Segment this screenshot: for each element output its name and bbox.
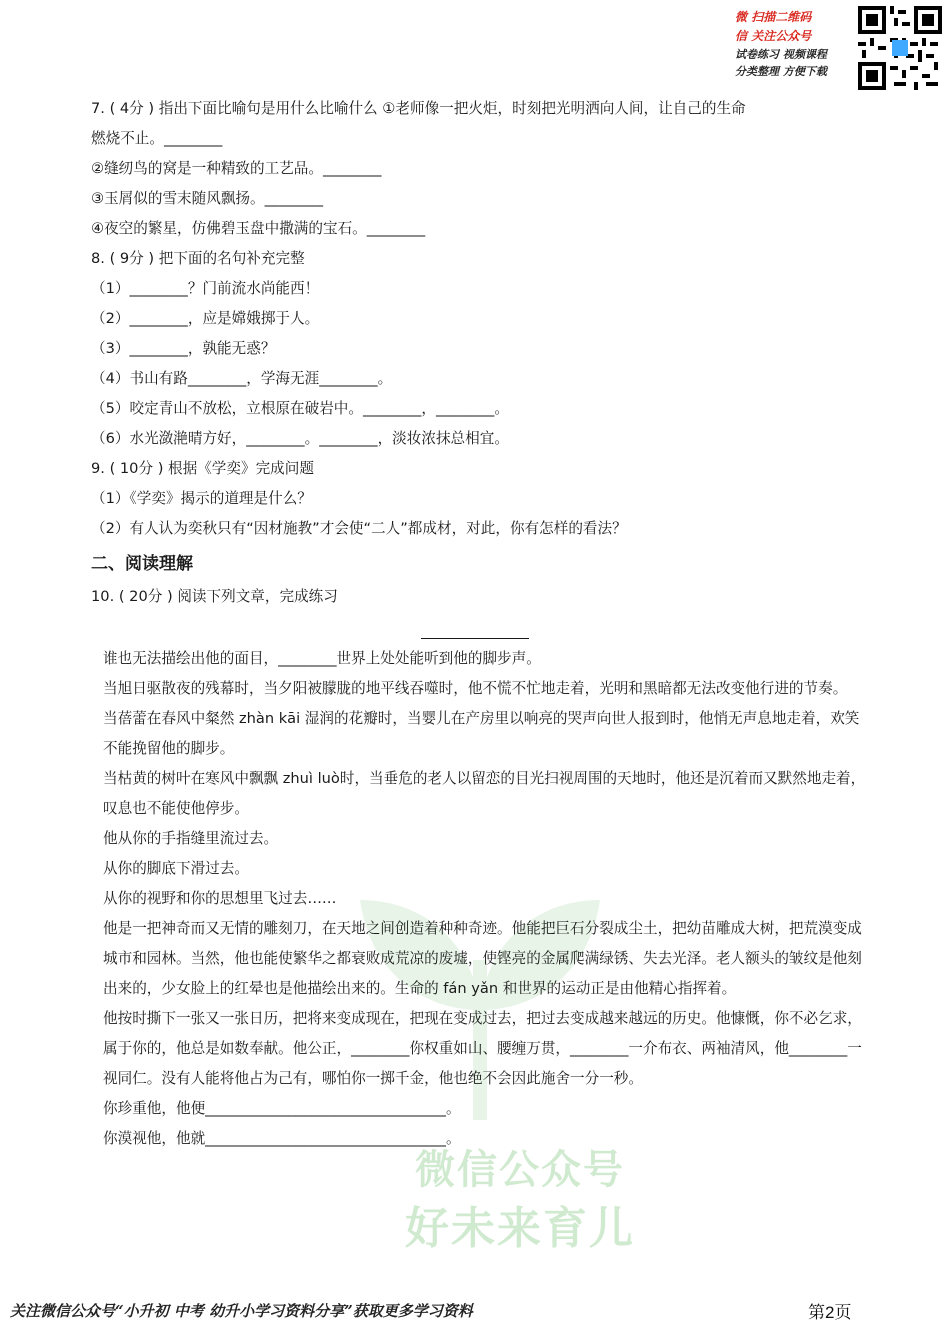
q7-item-3: ③玉屑似的雪末随风飘扬。________ (91, 190, 323, 207)
q7-line-1: 7. ( 4分 ) 指出下面比喻句是用什么比喻什么 ①老师像一把火炬，时刻把光明洒向人间，让自己的生命 (91, 100, 746, 117)
q8-title: 8. ( 9分 ) 把下面的名句补充完整 (91, 250, 305, 267)
passage-p1: 谁也无法描绘出他的面目，________世界上处处能听到他的脚步声。 (103, 650, 541, 667)
passage-p2: 当旭日驱散夜的残幕时，当夕阳被朦胧的地平线吞噬时，他不慌不忙地走着，光明和黑暗都无法改变他行进的节奏。 (103, 680, 848, 697)
q8-item-6: （6）水光潋滟晴方好，________。________，淡妆浓抹总相宜。 (91, 430, 509, 447)
q8-item-4: （4）书山有路________，学海无涯________。 (91, 370, 393, 387)
passage-p6: 从你的脚底下滑过去。 (103, 860, 249, 877)
passage-p10: 你珍重他，他便_________________________________。 (103, 1100, 461, 1117)
promo-line-4: 分类整理 方便下载 (735, 65, 827, 78)
q8-item-5: （5）咬定青山不放松，立根原在破岩中。________，________。 (91, 400, 509, 417)
exam-content (91, 94, 871, 1154)
passage-p7: 从你的视野和你的思想里飞过去…… (103, 890, 337, 907)
q8-item-2: （2）________，应是嫦娥掷于人。 (91, 310, 320, 327)
passage-title-blank (91, 620, 871, 644)
q7-item-4: ④夜空的繁星，仿佛碧玉盘中撒满的宝石。________ (91, 220, 426, 237)
watermark-line1: 微信公众号 (415, 1146, 625, 1193)
passage-p5: 他从你的手指缝里流过去。 (103, 830, 279, 847)
q10-title: 10. ( 20分 ) 阅读下列文章，完成练习 (91, 588, 338, 605)
footer-promo: 关注微信公众号“小升初 中考 幼升小学习资料分享”获取更多学习资料 (10, 1302, 473, 1320)
passage-p11: 你漠视他，他就_________________________________。 (103, 1130, 461, 1147)
q9-item-1: （1）《学奕》揭示的道理是什么？ (91, 490, 312, 507)
q9-title: 9. ( 10分 ) 根据《学奕》完成问题 (91, 460, 314, 477)
header-promo (735, 8, 853, 80)
watermark-line2: 好未来育儿 (405, 1203, 635, 1254)
q7-item-2: ②缝纫鸟的窝是一种精致的工艺品。________ (91, 160, 382, 177)
passage-p9: 他按时撕下一张又一张日历，把将来变成现在，把现在变成过去，把过去变成越来越远的历史。他慷慨，你不必乞求，属于你的，他总是如数奉献。他公正，________你权重如山、腰缠万贯，________一介布衣、两袖清风，他________一视同仁。没有人能将他占为己有，哪怕你一掷千金，他也绝不会因此施舍一分一秒。 (103, 1010, 862, 1087)
page-number: 第2页 (808, 1303, 852, 1322)
q8-item-3: （3）________，孰能无惑？ (91, 340, 276, 357)
q9-item-2: （2）有人认为奕秋只有“因材施教”才会使“二人”都成材，对此，你有怎样的看法？ (91, 520, 627, 537)
passage-p3: 当蓓蕾在春风中粲然 zhàn kāi 湿润的花瓣时，当婴儿在产房里以响亮的哭声向世人报到时，他悄无声息地走着，欢笑不能挽留他的脚步。 (103, 710, 860, 757)
promo-line-1: 微 扫描二维码 (735, 10, 812, 24)
passage-p4: 当枯黄的树叶在寒风中飘飘 zhuì luò时，当垂危的老人以留恋的目光扫视周围的天地时，他还是沉着而又默然地走着，叹息也不能使他停步。 (103, 770, 866, 817)
promo-line-3: 试卷练习 视频课程 (735, 48, 827, 61)
q8-item-1: （1）________？门前流水尚能西！ (91, 280, 320, 297)
qr-code-icon[interactable] (858, 6, 942, 90)
q7-line-2: 燃烧不止。________ (91, 130, 223, 147)
section-title: 二、阅读理解 (91, 554, 193, 574)
passage-p8: 他是一把神奇而又无情的雕刻刀，在天地之间创造着种种奇迹。他能把巨石分裂成尘土，把幼苗雕成大树，把荒漠变成城市和园林。当然，他也能使繁华之都衰败成荒凉的废墟，使铿亮的金属爬满绿锈、失去光泽。老人额头的皱纹是他刻出来的，少女脸上的红晕也是他描绘出来的。生命的 fán yǎn 和世界的运动正是由他精心指挥着。 (103, 920, 862, 997)
promo-line-2: 信 关注公众号 (735, 29, 812, 43)
